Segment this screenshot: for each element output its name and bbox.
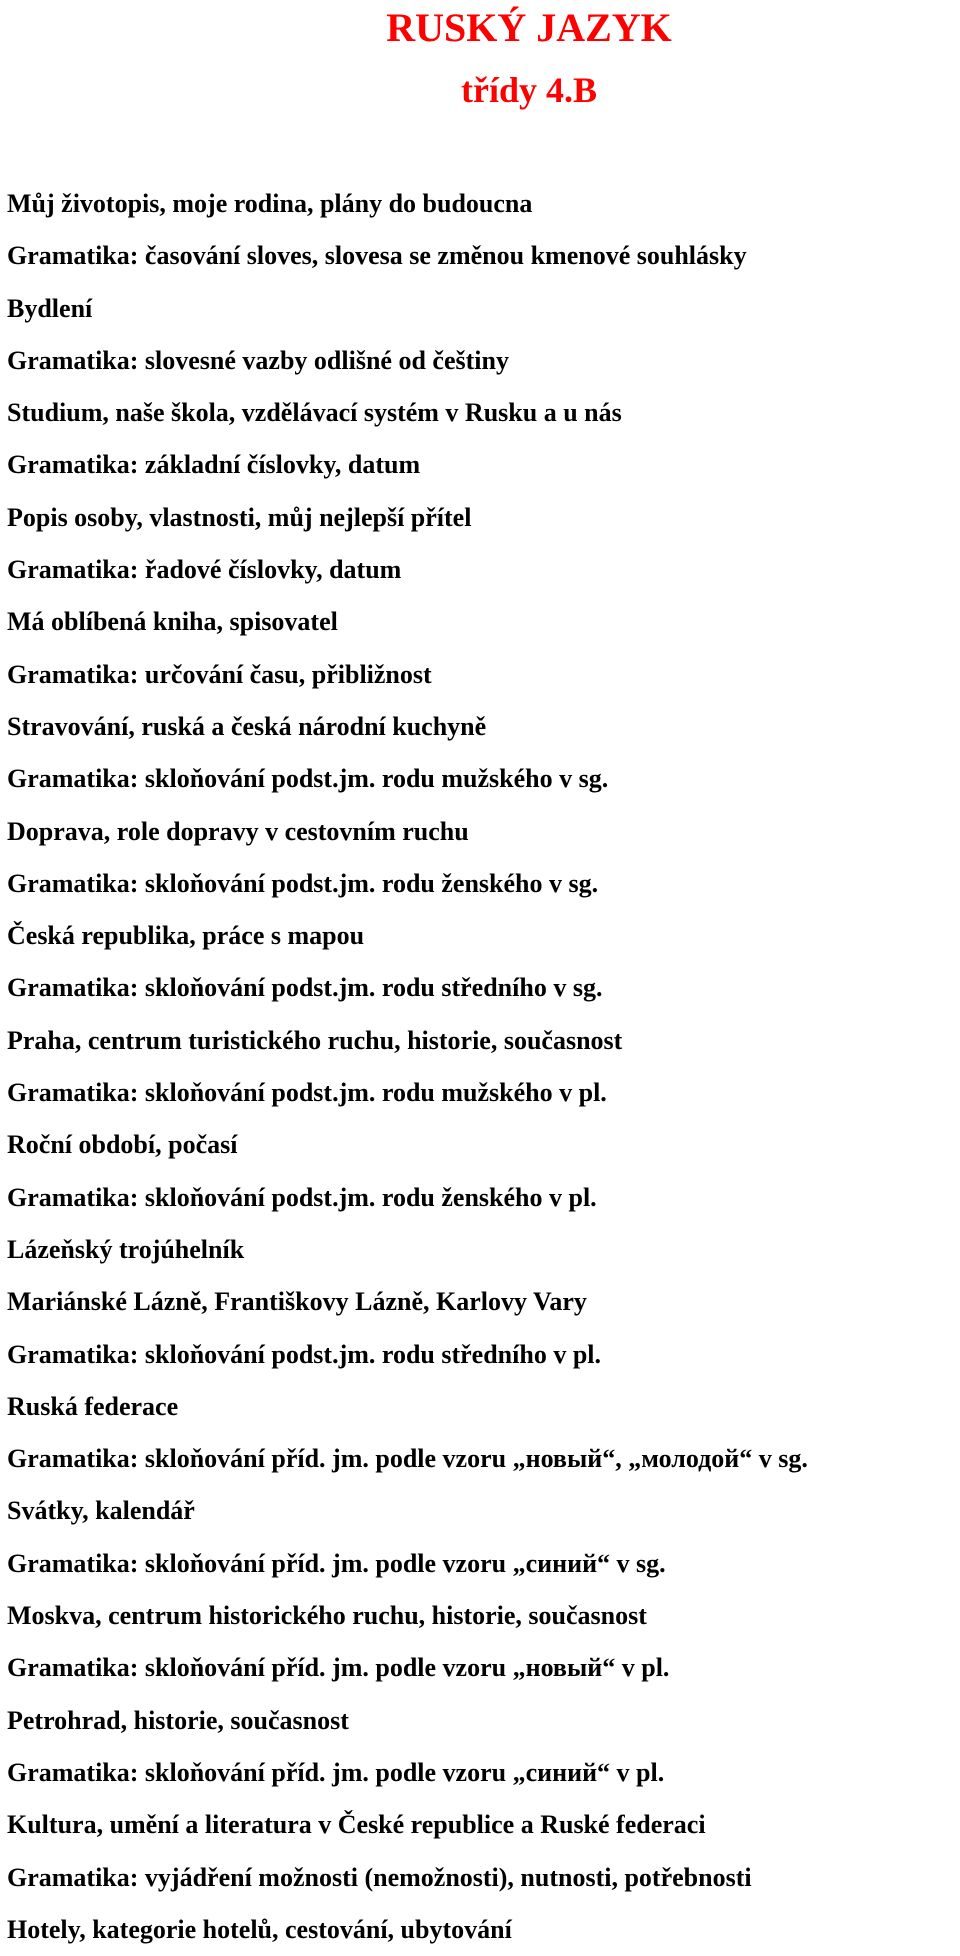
topic-item: Bydlení [7,293,93,323]
topic-item: Popis osoby, vlastnosti, můj nejlepší přítel [7,502,472,532]
topic-item: Gramatika: skloňování podst.jm. rodu ženského v pl. [7,1182,597,1212]
topic-item: Má oblíbená kniha, spisovatel [7,607,338,637]
document-title: RUSKÝ JAZYK [386,5,672,50]
topic-item: Gramatika: vyjádření možnosti (nemožnosti), nutnosti, potřebnosti [7,1862,752,1892]
topic-item: Gramatika: určování času, přibližnost [7,659,432,689]
topic-item: Gramatika: skloňování podst.jm. rodu ženského v sg. [7,868,599,898]
topic-item: Ruská federace [7,1391,179,1421]
topic-item: Studium, naše škola, vzdělávací systém v Rusku a u nás [7,398,622,428]
topic-item: Moskva, centrum historického ruchu, historie, současnost [7,1601,647,1631]
topic-item: Svátky, kalendář [7,1496,195,1526]
topic-item: Gramatika: skloňování příd. jm. podle vzoru „новый“, „молодой“ v sg. [7,1444,808,1474]
document-subtitle: třídy 4.B [460,70,597,110]
topic-item: Roční období, počasí [7,1130,238,1160]
topic-item: Gramatika: časování sloves, slovesa se změnou kmenové souhlásky [7,241,747,271]
topic-item: Hotely, kategorie hotelů, cestování, ubytování [7,1914,512,1944]
topic-item: Stravování, ruská a česká národní kuchyně [7,711,487,741]
topic-item: Gramatika: skloňování příd. jm. podle vzoru „синий“ v sg. [7,1548,666,1578]
topic-item: Gramatika: skloňování podst.jm. rodu středního v pl. [7,1339,602,1369]
topic-item: Česká republika, práce s mapou [7,921,365,951]
topic-item: Gramatika: řadové číslovky, datum [7,555,402,585]
topic-item: Kultura, umění a literatura v České republice a Ruské federaci [7,1810,706,1840]
topic-item: Lázeňský trojúhelník [7,1234,245,1264]
topic-item: Mariánské Lázně, Františkovy Lázně, Karlovy Vary [7,1287,587,1317]
topic-item: Doprava, role dopravy v cestovním ruchu [7,816,469,846]
topic-item: Gramatika: základní číslovky, datum [7,450,421,480]
topic-item: Praha, centrum turistického ruchu, historie, současnost [7,1025,623,1055]
topic-item: Petrohrad, historie, současnost [7,1705,349,1735]
topic-list [7,178,808,1956]
topic-item: Gramatika: slovesné vazby odlišné od češtiny [7,345,509,375]
topic-item: Gramatika: skloňování příd. jm. podle vzoru „новый“ v pl. [7,1653,670,1683]
topic-item: Gramatika: skloňování podst.jm. rodu středního v sg. [7,973,603,1003]
topic-item: Gramatika: skloňování podst.jm. rodu mužského v sg. [7,764,609,794]
topic-item: Můj životopis, moje rodina, plány do budoucna [7,189,533,218]
topic-item: Gramatika: skloňování podst.jm. rodu mužského v pl. [7,1078,607,1108]
topic-item: Gramatika: skloňování příd. jm. podle vzoru „синий“ v pl. [7,1757,665,1787]
